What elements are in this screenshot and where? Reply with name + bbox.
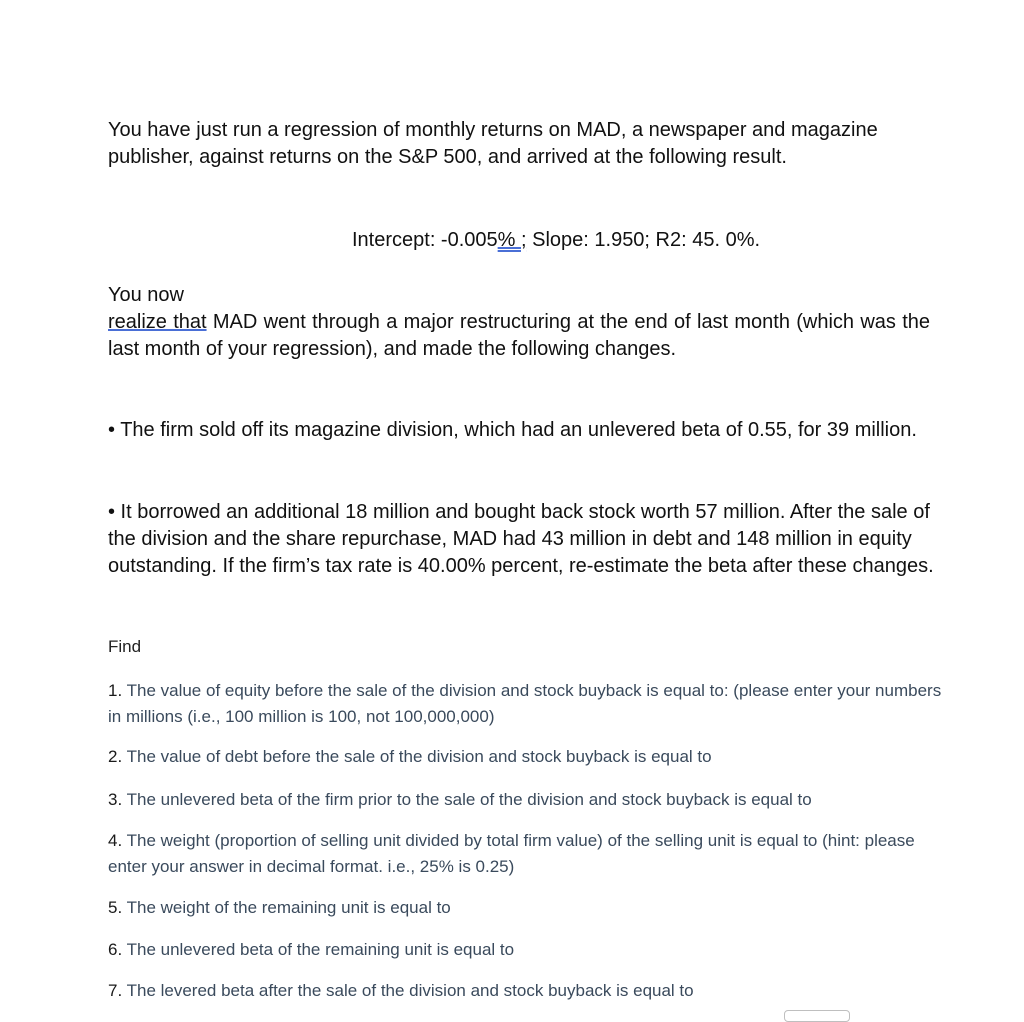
- regression-result: [352, 227, 760, 254]
- question-number: 7.: [108, 981, 123, 1000]
- restructuring-text: [108, 309, 930, 363]
- question-text: The weight of the remaining unit is equal to: [122, 898, 451, 917]
- question-number: 5.: [108, 898, 123, 917]
- question-text: The value of debt before the sale of the division and stock buyback is equal to: [122, 747, 712, 766]
- formula-underlined: % ;: [497, 229, 527, 251]
- question-number: 1.: [108, 681, 123, 700]
- question-7: [108, 978, 948, 1004]
- question-4: [108, 828, 948, 880]
- question-text: The levered beta after the sale of the division and stock buyback is equal to: [122, 981, 694, 1000]
- problem-intro: You have just run a regression of monthly returns on MAD, a newspaper and magazine publisher, against returns on the S&P 500, and arrived at the following result.: [108, 119, 878, 168]
- formula-rest: Slope: 1.950; R2: 45. 0%.: [526, 229, 761, 251]
- question-1: [108, 678, 948, 730]
- bullet-sale: • The firm sold off its magazine division, which had an unlevered beta of 0.55, for 39 million.: [108, 419, 917, 441]
- question-number: 4.: [108, 831, 123, 850]
- you-now-line: You now: [108, 284, 184, 306]
- answer-input[interactable]: [784, 1010, 850, 1022]
- formula-intercept: Intercept: -0.005: [352, 229, 498, 251]
- question-number: 2.: [108, 747, 123, 766]
- realize-that: realize that: [108, 311, 207, 333]
- restructuring-body: MAD went through a major restructuring at the end of last month (which was the last month of your regression), and made the following changes.: [108, 311, 930, 360]
- question-text: The weight (proportion of selling unit divided by total firm value) of the selling unit is equal to (hint: please enter your answer in decimal format. i.e., 25% is 0.25): [108, 831, 915, 876]
- question-5: [108, 895, 948, 921]
- find-label: Find: [108, 637, 142, 656]
- question-6: [108, 937, 948, 963]
- question-number: 3.: [108, 790, 123, 809]
- question-text: The value of equity before the sale of the division and stock buyback is equal to: (please enter your numbers in millions (i.e., 100 million is 100, not 100,000,000): [108, 681, 942, 726]
- question-text: The unlevered beta of the remaining unit is equal to: [122, 940, 515, 959]
- question-text: The unlevered beta of the firm prior to the sale of the division and stock buyback is equal to: [122, 790, 812, 809]
- question-3: [108, 787, 948, 813]
- bullet-buyback: • It borrowed an additional 18 million and bought back stock worth 57 million. After the sale of the division and the share repurchase, MAD had 43 million in debt and 148 million in equity outstanding. If the firm’s tax rate is 40.00% percent, re-estimate the beta after these changes.: [108, 501, 934, 577]
- question-number: 6.: [108, 940, 123, 959]
- question-2: [108, 744, 948, 770]
